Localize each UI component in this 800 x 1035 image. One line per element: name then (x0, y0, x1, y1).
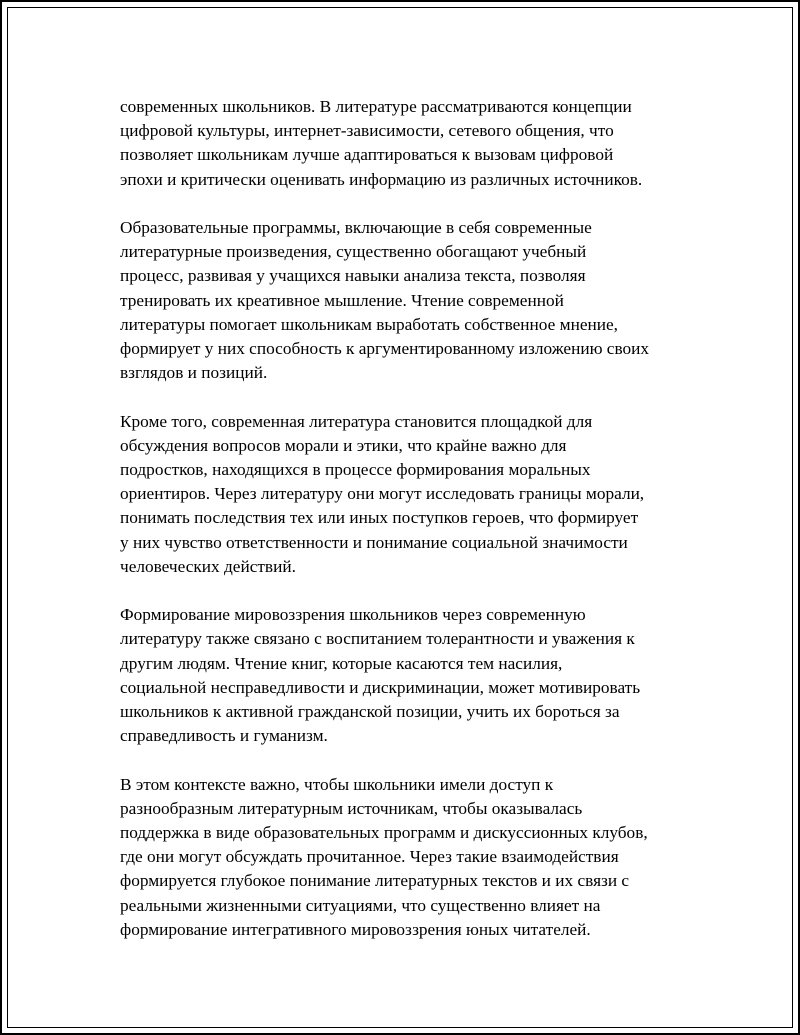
text-line: человеческих действий. (120, 556, 296, 576)
text-line: эпохи и критически оценивать информацию из различных источников. (120, 169, 643, 189)
text-line: обсуждения вопросов морали и этики, что крайне важно для (120, 435, 567, 455)
text-line: школьников к активной гражданской позиции, учить их бороться за (120, 702, 620, 722)
paragraph (120, 95, 700, 192)
text-line: социальной несправедливости и дискриминации, может мотивировать (120, 677, 641, 697)
text-line: процесс, развивая у учащихся навыки анализа текста, позволяя (120, 266, 586, 286)
text-line: литературные произведения, существенно обогащают учебный (120, 242, 587, 262)
text-line: ориентиров. Через литературу они могут исследовать границы морали, (120, 484, 645, 504)
text-line: Формирование мировоззрения школьников через современную (120, 605, 586, 625)
paragraph (120, 773, 700, 942)
text-line: понимать последствия тех или иных поступков героев, что формирует (120, 508, 639, 528)
text-line: литературу также связано с воспитанием толерантности и уважения к (120, 629, 635, 649)
text-line: формируется глубокое понимание литературных текстов и их связи с (120, 871, 630, 891)
text-line: подростков, находящихся в процессе формирования моральных (120, 460, 591, 480)
text-line: позволяет школьникам лучше адаптироваться к вызовам цифровой (120, 145, 614, 165)
text-line: у них чувство ответственности и понимание социальной значимости (120, 532, 628, 552)
text-line: разнообразным литературным источникам, чтобы оказывалась (120, 798, 583, 818)
text-line: современных школьников. В литературе рассматриваются концепции (120, 97, 632, 116)
text-line: цифровой культуры, интернет-зависимости, сетевого общения, что (120, 121, 614, 141)
text-line: справедливость и гуманизм. (120, 726, 328, 746)
document-body (120, 95, 700, 966)
text-line: где они могут обсуждать прочитанное. Через такие взаимодействия (120, 847, 619, 867)
text-line: литературы помогает школьникам выработать собственное мнение, (120, 314, 618, 334)
text-line: поддержка в виде образовательных программ и дискуссионных клубов, (120, 823, 648, 843)
text-line: взглядов и позиций. (120, 363, 268, 383)
paragraph (120, 603, 700, 748)
paragraph (120, 410, 700, 579)
paragraph (120, 216, 700, 385)
text-line: формирование интегративного мировоззрения юных читателей. (120, 919, 591, 939)
text-line: другим людям. Чтение книг, которые касаются тем насилия, (120, 653, 563, 673)
text-line: Кроме того, современная литература становится площадкой для (120, 411, 593, 431)
text-line: В этом контексте важно, чтобы школьники имели доступ к (120, 774, 554, 794)
text-line: формирует у них способность к аргументированному изложению своих (120, 339, 650, 359)
text-line: Образовательные программы, включающие в себя современные (120, 218, 592, 237)
text-line: тренировать их креативное мышление. Чтение современной (120, 290, 564, 310)
text-line: реальными жизненными ситуациями, что существенно влияет на (120, 895, 601, 915)
